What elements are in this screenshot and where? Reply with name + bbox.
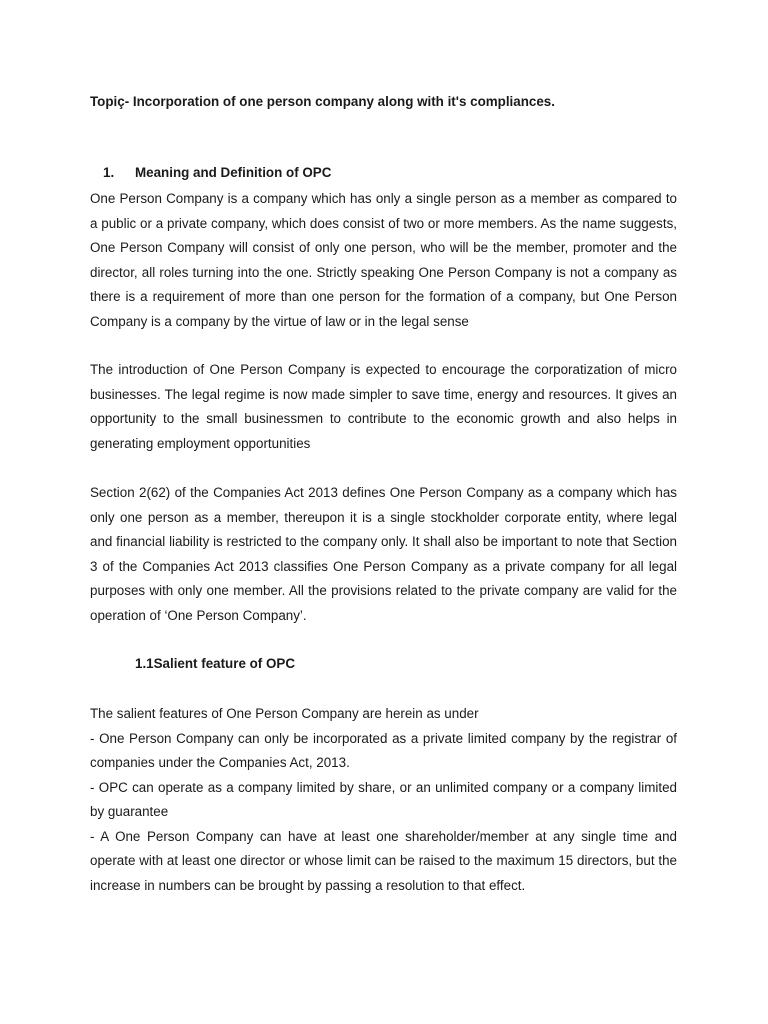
features-intro: The salient features of One Person Company are herein as under [90,706,479,721]
feature-item: - A One Person Company can have at least one shareholder/member at any single time and operate with at least one director or whose limit can be raised to the maximum 15 directors, but the increase in numbers can be brought by passing a resolution to that effect. [90,828,677,893]
subsection-heading-salient-features: 1.1Salient feature of OPC [135,656,295,671]
feature-item: - One Person Company can only be incorporated as a private limited company by the registrar of companies under the Companies Act, 2013. [90,730,677,770]
salient-features-block [90,702,677,898]
paragraph-opc-definition: One Person Company is a company which has only a single person as a member as compared to a public or a private company, which does consist of two or more members. As the name suggests, One Person Company will consist of only one person, who will be the member, promoter and the director, all roles turning into the one. Strictly speaking One Person Company is not a company as there is a requirement of more than one person for the formation of a company, but One Person Company is a company by the virtue of law or in the legal sense [90,191,677,329]
section-title: Meaning and Definition of OPC [135,165,332,180]
section-heading-meaning [103,164,331,182]
section-number: 1. [103,165,115,180]
paragraph-section-2-62: Section 2(62) of the Companies Act 2013 defines One Person Company as a company which has only one person as a member, thereupon it is a single stockholder corporate entity, where legal and financial liability is restricted to the company only. It shall also be important to note that Section 3 of the Companies Act 2013 classifies One Person Company as a private company for all legal purposes with only one member. All the provisions related to the private company are valid for the operation of ‘One Person Company’. [90,485,677,623]
feature-item: - OPC can operate as a company limited by share, or an unlimited company or a company limited by guarantee [90,779,677,819]
paragraph-opc-introduction: The introduction of One Person Company is expected to encourage the corporatization of micro businesses. The legal regime is now made simpler to save time, energy and resources. It gives an opportunity to the small businessmen to contribute to the economic growth and also helps in generating employment opportunities [90,362,677,451]
document-topic: Topiç- Incorporation of one person company along with it's compliances. [90,94,555,109]
